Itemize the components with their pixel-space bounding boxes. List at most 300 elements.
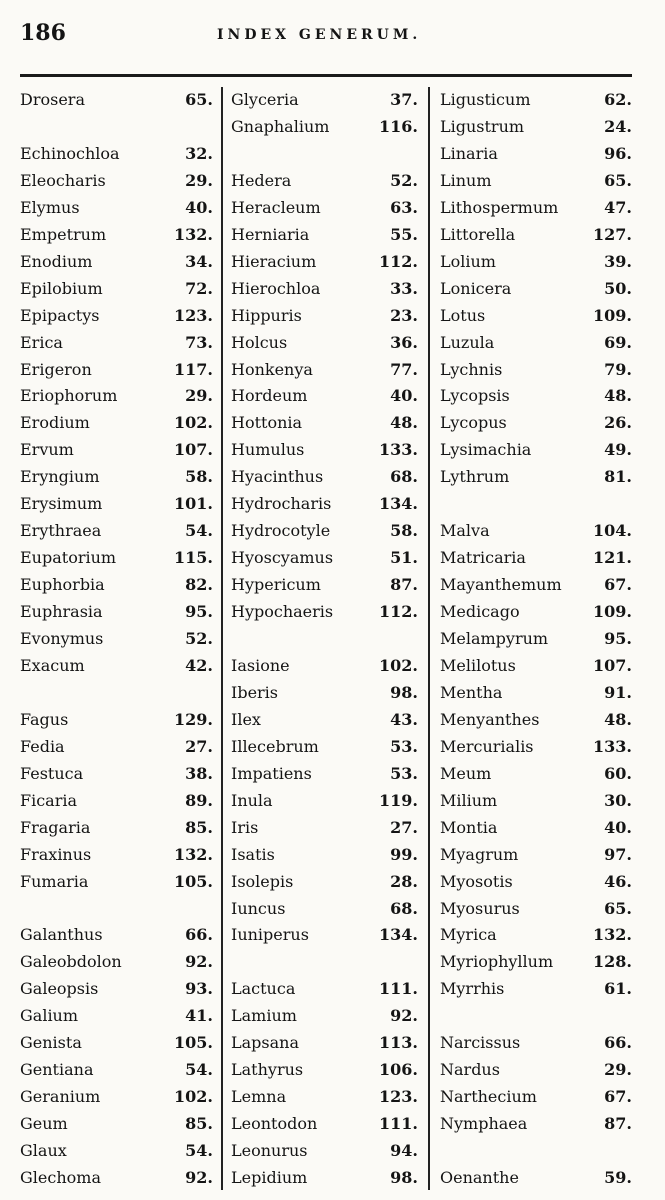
page-reference: 87. [390, 575, 418, 595]
index-entry [231, 1084, 418, 1110]
genus-name: Eupatorium [20, 548, 117, 568]
index-entry [20, 1111, 213, 1137]
page-reference: 111. [379, 1114, 418, 1134]
index-entry [231, 491, 418, 517]
page-reference: 58. [185, 467, 213, 487]
genus-name: Genista [20, 1033, 82, 1053]
genus-name: Lepidium [231, 1168, 308, 1187]
page-reference: 134. [379, 494, 418, 514]
page-reference: 121. [593, 548, 632, 568]
genus-name: Oenanthe [440, 1168, 519, 1187]
index-entry [440, 545, 632, 571]
column-divider [428, 87, 430, 1190]
index-entry [231, 168, 418, 194]
index-entry [440, 464, 632, 490]
genus-name: Hypochaeris [231, 602, 334, 622]
index-entry [231, 357, 418, 383]
genus-name: Leontodon [231, 1114, 318, 1134]
index-entry [231, 330, 418, 356]
index-entry [231, 383, 418, 409]
index-entry [231, 410, 418, 436]
page-reference: 54. [185, 1141, 213, 1161]
index-entry [440, 114, 632, 140]
genus-name: Ervum [20, 440, 74, 460]
genus-name: Fedia [20, 736, 65, 756]
genus-name: Lathyrus [231, 1060, 304, 1080]
index-entry [440, 195, 632, 221]
index-entry [440, 680, 632, 706]
page-reference: 53. [390, 763, 418, 783]
index-entry [231, 1030, 418, 1056]
index-entry [440, 842, 632, 868]
genus-name: Medicago [440, 602, 520, 622]
index-entry [20, 87, 213, 113]
page-reference: 63. [390, 197, 418, 217]
genus-name: Narcissus [440, 1033, 521, 1053]
index-entry [440, 222, 632, 248]
genus-name: Matricaria [440, 548, 526, 568]
page-reference: 96. [604, 143, 632, 163]
genus-name: Elymus [20, 197, 80, 217]
index-entry [440, 572, 632, 598]
genus-name: Myosotis [440, 871, 513, 891]
index-column-3 [440, 87, 632, 1193]
genus-name: Illecebrum [231, 736, 319, 756]
page-reference: 128. [593, 952, 632, 972]
genus-name: Euphrasia [20, 602, 103, 622]
page-reference: 104. [593, 521, 632, 541]
genus-name: Littorella [440, 224, 516, 244]
genus-name: Iasione [231, 655, 290, 675]
page-reference: 61. [604, 979, 632, 999]
genus-name: Lithospermum [440, 197, 559, 217]
index-entry [231, 303, 418, 329]
genus-name: Melampyrum [440, 629, 549, 648]
index-entry [231, 842, 418, 868]
genus-name: Myriophyllum [440, 952, 554, 972]
genus-name: Ficaria [20, 790, 78, 810]
index-entry [440, 815, 632, 841]
index-entry [231, 653, 418, 679]
page-reference: 81. [604, 467, 632, 487]
column-divider [221, 87, 223, 1190]
index-entry [231, 1003, 418, 1029]
index-entry [20, 815, 213, 841]
genus-name: Milium [440, 790, 498, 810]
genus-name: Nymphaea [440, 1114, 528, 1134]
genus-name: Montia [440, 817, 498, 837]
page-reference: 129. [174, 709, 213, 729]
genus-name: Luzula [440, 332, 495, 352]
genus-name: Epilobium [20, 278, 103, 298]
page-reference: 72. [185, 278, 213, 298]
genus-name: Linaria [440, 143, 498, 163]
page-reference: 132. [174, 844, 213, 864]
page-reference: 117. [174, 359, 213, 379]
genus-name: Lotus [440, 305, 486, 325]
index-entry [231, 1138, 418, 1164]
page-reference: 116. [379, 116, 418, 136]
page-reference: 40. [604, 817, 632, 837]
page-reference: 91. [604, 682, 632, 702]
genus-name: Leonurus [231, 1141, 308, 1161]
page-reference: 23. [390, 305, 418, 325]
page-reference: 37. [390, 90, 418, 109]
index-entry [440, 357, 632, 383]
index-entry [440, 249, 632, 275]
page-reference: 85. [185, 817, 213, 837]
index-entry [231, 707, 418, 733]
genus-name: Eleocharis [20, 170, 106, 190]
page-reference: 102. [379, 655, 418, 675]
index-entry [231, 869, 418, 895]
page-reference: 40. [390, 386, 418, 406]
genus-name: Enodium [20, 251, 93, 271]
index-entry [20, 626, 213, 652]
genus-name: Meum [440, 763, 492, 783]
page-reference: 73. [185, 332, 213, 352]
page-reference: 107. [593, 655, 632, 675]
genus-name: Hypericum [231, 575, 321, 595]
page-reference: 50. [604, 278, 632, 298]
index-entry [20, 707, 213, 733]
index-entry [20, 276, 213, 302]
index-entry [440, 949, 632, 975]
genus-name: Herniaria [231, 224, 310, 244]
page-reference: 119. [379, 790, 418, 810]
genus-name: Iuniperus [231, 925, 309, 945]
genus-name: Myagrum [440, 844, 519, 864]
index-entry [20, 572, 213, 598]
genus-name: Erica [20, 332, 63, 352]
page-reference: 28. [390, 871, 418, 891]
genus-name: Hottonia [231, 413, 303, 433]
genus-name: Lemna [231, 1087, 287, 1107]
index-entry [20, 922, 213, 948]
index-entry [440, 330, 632, 356]
genus-name: Gentiana [20, 1060, 94, 1080]
index-entry [20, 464, 213, 490]
page-header [0, 0, 665, 60]
genus-name: Lycopsis [440, 386, 510, 406]
page-reference: 65. [604, 170, 632, 190]
page-reference: 58. [390, 521, 418, 541]
page-reference: 98. [390, 1168, 418, 1187]
page-reference: 87. [604, 1114, 632, 1134]
index-entry [20, 1030, 213, 1056]
genus-name: Menyanthes [440, 709, 540, 729]
page-reference: 26. [604, 413, 632, 433]
page-reference: 102. [174, 413, 213, 433]
genus-name: Hydrocotyle [231, 521, 331, 541]
index-entry [231, 1165, 418, 1191]
page-reference: 69. [604, 332, 632, 352]
genus-name: Fragaria [20, 817, 91, 837]
index-entry [20, 842, 213, 868]
index-entry [440, 410, 632, 436]
genus-name: Lactuca [231, 979, 296, 999]
page-reference: 33. [390, 278, 418, 298]
page-reference: 106. [379, 1060, 418, 1080]
index-entry [231, 599, 418, 625]
index-entry [20, 734, 213, 760]
index-entry [20, 545, 213, 571]
page-reference: 98. [390, 682, 418, 702]
genus-name: Fraxinus [20, 844, 92, 864]
index-entry [440, 141, 632, 167]
genus-name: Humulus [231, 440, 305, 460]
genus-name: Malva [440, 521, 490, 541]
index-entry [440, 1165, 632, 1191]
page-reference: 67. [604, 1087, 632, 1107]
index-entry [440, 869, 632, 895]
page-reference: 42. [185, 655, 213, 675]
index-entry [440, 437, 632, 463]
genus-name: Echinochloa [20, 143, 120, 163]
page-reference: 29. [185, 386, 213, 406]
page-reference: 99. [390, 844, 418, 864]
index-entry [231, 896, 418, 922]
index-entry [440, 976, 632, 1002]
index-entry [20, 195, 213, 221]
genus-name: Fumaria [20, 871, 89, 891]
genus-name: Iris [231, 817, 259, 837]
page-reference: 107. [174, 440, 213, 460]
genus-name: Hyoscyamus [231, 548, 334, 568]
index-entry [20, 518, 213, 544]
genus-name: Honkenya [231, 359, 313, 379]
page-reference: 112. [379, 251, 418, 271]
genus-name: Iberis [231, 682, 279, 702]
page-reference: 27. [390, 817, 418, 837]
genus-name: Holcus [231, 332, 288, 352]
index-entry [231, 1111, 418, 1137]
index-entry [231, 1057, 418, 1083]
page-reference: 39. [604, 251, 632, 271]
page-reference: 123. [379, 1087, 418, 1107]
page-reference: 54. [185, 1060, 213, 1080]
genus-name: Hedera [231, 170, 292, 190]
genus-name: Melilotus [440, 655, 516, 675]
index-entry [20, 976, 213, 1002]
page-reference: 49. [604, 440, 632, 460]
index-entry [20, 141, 213, 167]
index-entry [440, 707, 632, 733]
genus-name: Gnaphalium [231, 116, 330, 136]
page-reference: 29. [185, 170, 213, 190]
index-entry [20, 869, 213, 895]
index-entry [440, 303, 632, 329]
page-reference: 51. [390, 548, 418, 568]
genus-name: Lapsana [231, 1033, 299, 1053]
index-entry [440, 1057, 632, 1083]
page-reference: 68. [390, 467, 418, 487]
page-reference: 67. [604, 575, 632, 595]
index-entry [20, 599, 213, 625]
genus-name: Mentha [440, 682, 503, 702]
page-reference: 66. [604, 1033, 632, 1053]
page-reference: 29. [604, 1060, 632, 1080]
page-reference: 68. [390, 898, 418, 918]
genus-name: Erysimum [20, 494, 103, 514]
genus-name: Lychnis [440, 359, 503, 379]
genus-name: Lycopus [440, 413, 507, 433]
running-title: INDEX GENERUM. [217, 27, 422, 43]
genus-name: Empetrum [20, 224, 107, 244]
genus-name: Heracleum [231, 197, 321, 217]
genus-name: Euphorbia [20, 575, 105, 595]
index-entry [20, 1084, 213, 1110]
page-reference: 89. [185, 790, 213, 810]
page-reference: 113. [379, 1033, 418, 1053]
index-entry [440, 518, 632, 544]
page-reference: 65. [185, 90, 213, 109]
index-entry [20, 949, 213, 975]
page-reference: 95. [185, 602, 213, 622]
index-entry [20, 383, 213, 409]
genus-name: Lythrum [440, 467, 510, 487]
page-reference: 95. [604, 629, 632, 648]
genus-name: Glyceria [231, 90, 299, 109]
page-reference: 133. [593, 736, 632, 756]
page-reference: 30. [604, 790, 632, 810]
page-reference: 48. [604, 709, 632, 729]
index-entry [440, 734, 632, 760]
index-entry [440, 761, 632, 787]
genus-name: Lysimachia [440, 440, 532, 460]
genus-name: Mayanthemum [440, 575, 562, 595]
genus-name: Lolium [440, 251, 496, 271]
genus-name: Hierochloa [231, 278, 321, 298]
page-reference: 127. [593, 224, 632, 244]
index-entry [440, 1084, 632, 1110]
index-entry [440, 276, 632, 302]
genus-name: Hordeum [231, 386, 308, 406]
genus-name: Festuca [20, 763, 84, 783]
page-reference: 34. [185, 251, 213, 271]
index-entry [440, 168, 632, 194]
genus-name: Narthecium [440, 1087, 537, 1107]
page-reference: 123. [174, 305, 213, 325]
index-entry [231, 788, 418, 814]
index-entry [440, 788, 632, 814]
page-reference: 105. [174, 1033, 213, 1053]
genus-name: Erodium [20, 413, 90, 433]
index-column-1 [20, 87, 213, 1193]
page-reference: 92. [185, 952, 213, 972]
genus-name: Galeobdolon [20, 952, 122, 972]
page-reference: 48. [390, 413, 418, 433]
page-reference: 85. [185, 1114, 213, 1134]
index-entry [440, 383, 632, 409]
index-entry [231, 464, 418, 490]
genus-name: Eriophorum [20, 386, 118, 406]
index-entry [440, 922, 632, 948]
genus-name: Myrica [440, 925, 497, 945]
genus-name: Hippuris [231, 305, 302, 325]
genus-name: Lonicera [440, 278, 512, 298]
index-entry [231, 114, 418, 140]
genus-name: Galanthus [20, 925, 103, 945]
index-entry [20, 249, 213, 275]
index-entry [20, 491, 213, 517]
index-entry [20, 761, 213, 787]
genus-name: Geum [20, 1114, 68, 1134]
index-entry [20, 1057, 213, 1083]
genus-name: Mercurialis [440, 736, 534, 756]
page-reference: 82. [185, 575, 213, 595]
page-reference: 134. [379, 925, 418, 945]
page-reference: 79. [604, 359, 632, 379]
genus-name: Isolepis [231, 871, 294, 891]
index-entry [231, 545, 418, 571]
top-rule [20, 74, 632, 77]
page-reference: 94. [390, 1141, 418, 1161]
index-entry [440, 599, 632, 625]
page-reference: 27. [185, 736, 213, 756]
index-entry [440, 626, 632, 652]
index-entry [440, 1030, 632, 1056]
genus-name: Epipactys [20, 305, 100, 325]
index-entry [231, 276, 418, 302]
index-entry [231, 761, 418, 787]
index-entry [20, 1165, 213, 1191]
page-reference: 133. [379, 440, 418, 460]
index-entry [20, 222, 213, 248]
page-reference: 93. [185, 979, 213, 999]
page-reference: 60. [604, 763, 632, 783]
index-entry [440, 87, 632, 113]
page-reference: 132. [174, 224, 213, 244]
page-reference: 101. [174, 494, 213, 514]
genus-name: Erythraea [20, 521, 102, 541]
page-reference: 43. [390, 709, 418, 729]
genus-name: Geranium [20, 1087, 101, 1107]
index-entry [231, 437, 418, 463]
page-reference: 48. [604, 386, 632, 406]
index-entry [20, 303, 213, 329]
index-entry [231, 195, 418, 221]
page-number: 186 [20, 20, 66, 46]
page-reference: 52. [185, 629, 213, 648]
page-reference: 66. [185, 925, 213, 945]
genus-name: Evonymus [20, 629, 104, 648]
genus-name: Inula [231, 790, 273, 810]
index-entry [231, 249, 418, 275]
genus-name: Ligusticum [440, 90, 531, 109]
genus-name: Fagus [20, 709, 69, 729]
page-reference: 132. [593, 925, 632, 945]
index-entry [20, 788, 213, 814]
index-entry [231, 815, 418, 841]
page-reference: 112. [379, 602, 418, 622]
genus-name: Hydrocharis [231, 494, 332, 514]
index-entry [440, 896, 632, 922]
genus-name: Erigeron [20, 359, 92, 379]
genus-name: Myrrhis [440, 979, 505, 999]
index-entry [231, 222, 418, 248]
index-entry [20, 410, 213, 436]
genus-name: Ilex [231, 709, 261, 729]
index-entry [20, 1138, 213, 1164]
index-entry [440, 653, 632, 679]
genus-name: Isatis [231, 844, 275, 864]
genus-name: Glaux [20, 1141, 67, 1161]
page-reference: 92. [185, 1168, 213, 1187]
index-entry [20, 1003, 213, 1029]
page-reference: 92. [390, 1006, 418, 1026]
page-reference: 32. [185, 143, 213, 163]
